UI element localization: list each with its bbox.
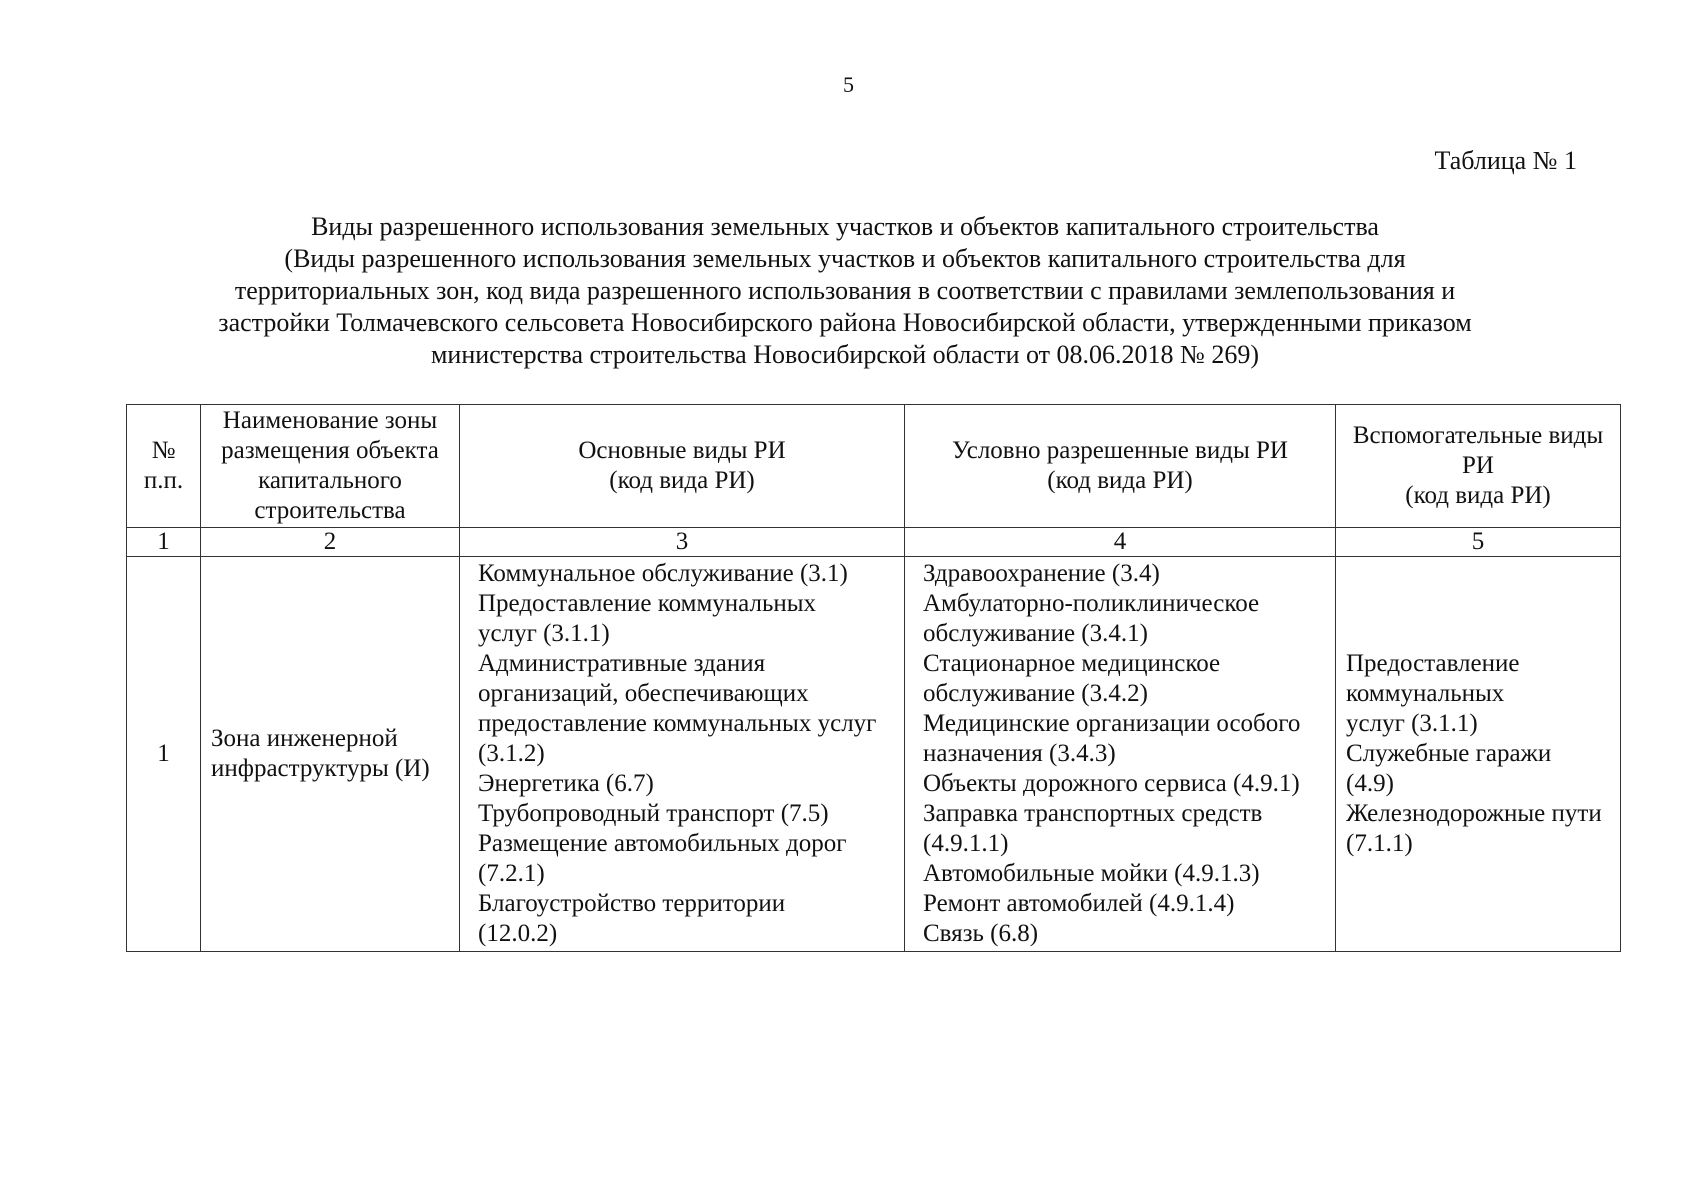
list-item: назначения (3.4.3) (923, 740, 1116, 767)
list-item: Размещение автомобильных дорог (478, 830, 847, 857)
list-item: Автомобильные мойки (4.9.1.3) (923, 860, 1260, 887)
column-number: 1 (127, 528, 201, 557)
column-number-row (127, 528, 1621, 557)
list-item: Благоустройство территории (478, 890, 786, 917)
main-types-list (460, 557, 905, 952)
list-item: услуг (3.1.1) (1346, 710, 1478, 737)
list-item: коммунальных (1346, 680, 1505, 707)
list-item: организаций, обеспечивающих (478, 680, 809, 707)
auxiliary-types-list (1336, 557, 1621, 952)
title-line: (Виды разрешенного использования земельных участков и объектов капитального строительства для (284, 244, 1406, 273)
column-number: 4 (905, 528, 1336, 557)
list-item: Энергетика (6.7) (478, 770, 654, 797)
list-item: Предоставление коммунальных (478, 590, 817, 617)
list-item: услуг (3.1.1) (478, 620, 610, 647)
list-item: Коммунальное обслуживание (3.1) (478, 560, 848, 587)
table-row (127, 557, 1621, 952)
list-item: (12.0.2) (478, 920, 558, 947)
header-main-types: Основные виды РИ (код вида РИ) (460, 405, 905, 528)
list-item: (4.9.1.1) (923, 830, 1009, 857)
list-item: Предоставление (1346, 650, 1520, 677)
conditional-types-list (905, 557, 1336, 952)
row-number: 1 (127, 557, 201, 952)
header-number: № п.п. (127, 405, 201, 528)
list-item: (7.1.1) (1346, 830, 1413, 857)
title-line: министерства строительства Новосибирской области от 08.06.2018 № 269) (430, 340, 1260, 369)
list-item: обслуживание (3.4.2) (923, 680, 1148, 707)
table-label: Таблица № 1 (1434, 146, 1577, 175)
list-item: обслуживание (3.4.1) (923, 620, 1148, 647)
list-item: Объекты дорожного сервиса (4.9.1) (923, 770, 1300, 797)
header-zone-name: Наименование зоны размещения объекта капитального строительства (201, 405, 460, 528)
list-item: (3.1.2) (478, 740, 545, 767)
list-item: Административные здания (478, 650, 766, 677)
zone-name: Зона инженерной инфраструктуры (И) (201, 557, 460, 952)
list-item: (7.2.1) (478, 860, 545, 887)
document-title (150, 211, 1540, 371)
column-number: 2 (201, 528, 460, 557)
title-line: территориальных зон, код вида разрешенного использования в соответствии с правилами землепользования и (234, 276, 1456, 305)
list-item: Заправка транспортных средств (923, 800, 1263, 827)
header-auxiliary-types: Вспомогательные виды РИ (код вида РИ) (1336, 405, 1621, 528)
list-item: (4.9) (1346, 770, 1394, 797)
list-item: Ремонт автомобилей (4.9.1.4) (923, 890, 1235, 917)
land-use-table (126, 404, 1621, 952)
list-item: Здравоохранение (3.4) (923, 560, 1160, 587)
title-line: застройки Толмачевского сельсовета Новосибирского района Новосибирской области, утвержденными приказом (218, 308, 1472, 337)
list-item: предоставление коммунальных услуг (478, 710, 877, 737)
list-item: Служебные гаражи (1346, 740, 1552, 767)
list-item: Амбулаторно-поликлиническое (923, 590, 1260, 617)
list-item: Стационарное медицинское (923, 650, 1221, 677)
list-item: Связь (6.8) (923, 920, 1039, 947)
table-header-row (127, 405, 1621, 528)
column-number: 3 (460, 528, 905, 557)
list-item: Железнодорожные пути (1346, 800, 1602, 827)
list-item: Трубопроводный транспорт (7.5) (478, 800, 829, 827)
column-number: 5 (1336, 528, 1621, 557)
page-number: 5 (843, 72, 854, 97)
title-line: Виды разрешенного использования земельных участков и объектов капитального строительства (311, 212, 1379, 241)
header-conditional-types: Условно разрешенные виды РИ (код вида РИ) (905, 405, 1336, 528)
list-item: Медицинские организации особого (923, 710, 1301, 737)
